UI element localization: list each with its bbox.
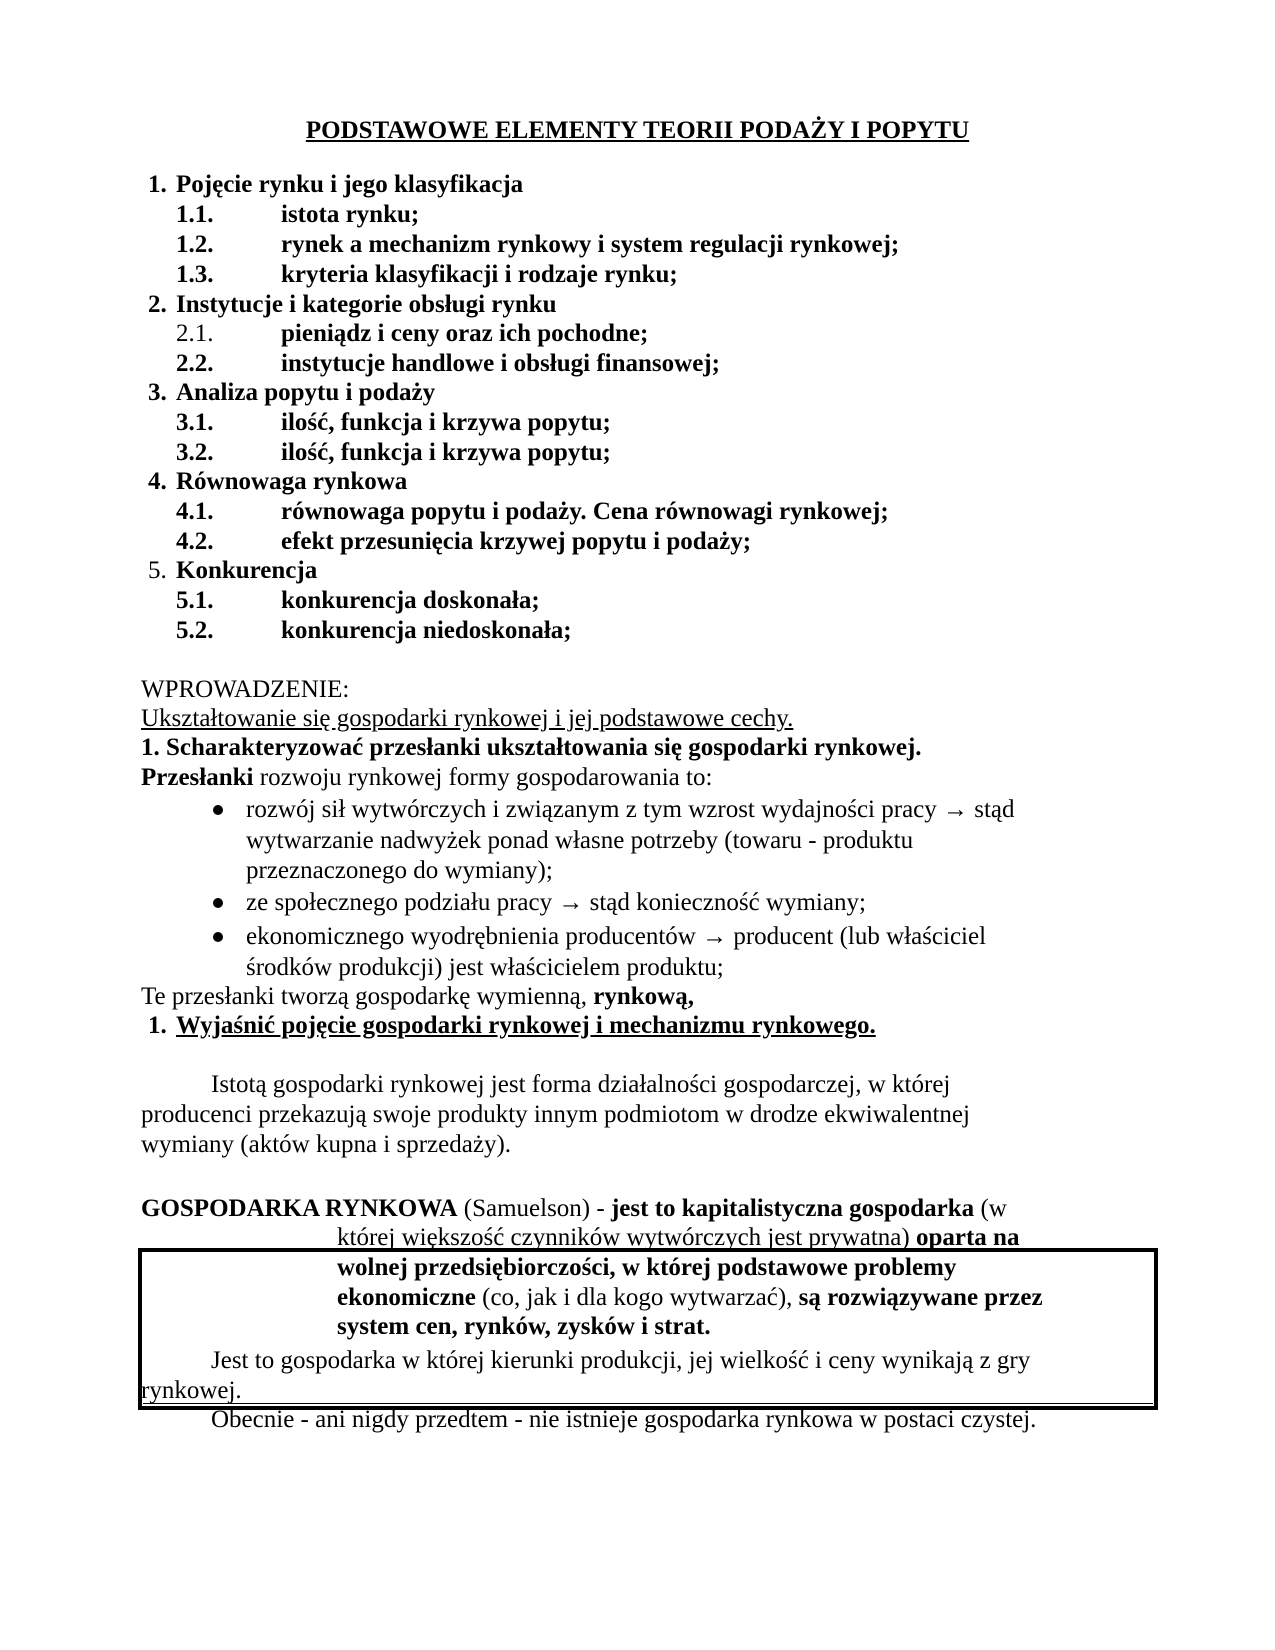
outline-1-2-label: rynek a mechanizm rynkowy i system regulacji rynkowej; [281,231,900,258]
outline-3-number: 3. [148,379,167,406]
outline-2-number: 2. [148,291,167,318]
definition-line-3: wolnej przedsiębiorczości, w której podstawowe problemy [337,1254,957,1281]
definition-source: (Samuelson) - [457,1195,611,1222]
outline-3-2-label: ilość, funkcja i krzywa popytu; [281,439,611,466]
outline-2-label: Instytucje i kategorie obsługi rynku [176,291,557,318]
bullet-1-line-2: wytwarzanie nadwyżek ponad własne potrzeby (towaru - produktu [246,827,914,854]
premises-rest: rozwoju rynkowej formy gospodarowania to: [253,764,713,791]
intro-subheading: Ukształtowanie się gospodarki rynkowej i jej podstawowe cechy. [141,705,794,732]
bullet-dot [213,805,223,815]
page-title: PODSTAWOWE ELEMENTY TEORII PODAŻY I POPYTU [305,117,970,144]
question-1: 1. Scharakteryzować przesłanki ukształtowania się gospodarki rynkowej. [141,734,922,761]
definition-l4-normal: (co, jak i dla kogo wytwarzać), [475,1284,799,1311]
outline-5-1-label: konkurencja doskonała; [281,587,540,614]
outline-1-1-number: 1.1. [176,201,214,228]
closing-p1-line-2: rynkowej. [141,1377,242,1404]
definition-line-4 [337,1283,1043,1313]
outline-2-2-number: 2.2. [176,350,214,377]
outline-3-2-number: 3.2. [176,439,214,466]
definition-l2-bold: oparta na [915,1224,1020,1251]
essence-line-2: producenci przekazują swoje produkty innym podmiotom w drodze ekwiwalentnej [141,1101,970,1128]
bullet-3-line-2: środków produkcji) jest właścicielem produktu; [246,954,724,981]
definition-line-5: system cen, rynków, zysków i strat. [337,1313,711,1340]
essence-line-1: Istotą gospodarki rynkowej jest forma działalności gospodarczej, w której [211,1071,951,1098]
outline-4-1-number: 4.1. [176,498,214,525]
premises-bold: Przesłanki [141,764,254,791]
outline-1-label: Pojęcie rynku i jego klasyfikacja [176,171,524,198]
outline-4-label: Równowaga rynkowa [176,468,408,495]
question-2-text: Wyjaśnić pojęcie gospodarki rynkowej i mechanizmu rynkowego. [176,1012,876,1039]
bullet-2-line-1: ze społecznego podziału pracy → stąd konieczność wymiany; [246,889,866,916]
outline-3-label: Analiza popytu i podaży [176,379,436,406]
definition-term: GOSPODARKA RYNKOWA [141,1195,458,1222]
outline-1-1-label: istota rynku; [281,201,420,228]
definition-l1-bold: jest to kapitalistyczna gospodarka [610,1195,975,1222]
outline-5-label: Konkurencja [176,557,318,584]
definition-l2-normal: której większość czynników wytwórczych jest prywatna) [337,1224,916,1251]
outline-1-3-number: 1.3. [176,261,214,288]
outline-4-1-label: równowaga popytu i podaży. Cena równowagi rynkowej; [281,498,889,525]
bullet-dot [213,932,223,942]
conclusion-normal: Te przesłanki tworzą gospodarkę wymienną, [141,983,594,1010]
outline-1-number: 1. [148,171,167,198]
outline-3-1-label: ilość, funkcja i krzywa popytu; [281,409,611,436]
outline-2-1-number: 2.1. [176,320,214,347]
outline-4-2-number: 4.2. [176,528,214,555]
conclusion-line [141,982,694,1012]
definition-line-1 [141,1194,1007,1224]
closing-p2: Obecnie - ani nigdy przedtem - nie istnieje gospodarka rynkowa w postaci czystej. [211,1406,1037,1433]
conclusion-bold: rynkową, [593,983,694,1010]
definition-l1-tail: (w [974,1195,1007,1222]
premises-line [141,763,712,793]
outline-4-2-label: efekt przesunięcia krzywej popytu i podaży; [281,528,752,555]
outline-3-1-number: 3.1. [176,409,214,436]
outline-1-2-number: 1.2. [176,231,214,258]
bullet-1-line-3: przeznaczonego do wymiany); [246,857,553,884]
outline-2-2-label: instytucje handlowe i obsługi finansowej; [281,350,720,377]
essence-line-3: wymiany (aktów kupna i sprzedaży). [141,1131,512,1158]
definition-line-2 [337,1223,1019,1253]
outline-4-number: 4. [148,468,167,495]
bullet-3-line-1: ekonomicznego wyodrębnienia producentów → producent (lub właściciel [246,923,987,950]
outline-5-2-label: konkurencja niedoskonała; [281,617,572,644]
bullet-dot [213,898,223,908]
outline-5-number: 5. [148,557,167,584]
outline-2-1-label: pieniądz i ceny oraz ich pochodne; [281,320,649,347]
bullet-1-line-1: rozwój sił wytwórczych i związanym z tym wzrost wydajności pracy → stąd [246,796,1015,823]
outline-1-3-label: kryteria klasyfikacji i rodzaje rynku; [281,261,678,288]
closing-p1-line-1: Jest to gospodarka w której kierunki produkcji, jej wielkość i ceny wynikają z gry [211,1347,1031,1374]
intro-heading: WPROWADZENIE: [141,676,350,703]
outline-5-2-number: 5.2. [176,617,214,644]
outline-5-1-number: 5.1. [176,587,214,614]
definition-l4-bold: ekonomiczne [337,1284,476,1311]
question-2-number: 1. [148,1012,167,1039]
definition-l4-bold2: są rozwiązywane przez [798,1284,1043,1311]
